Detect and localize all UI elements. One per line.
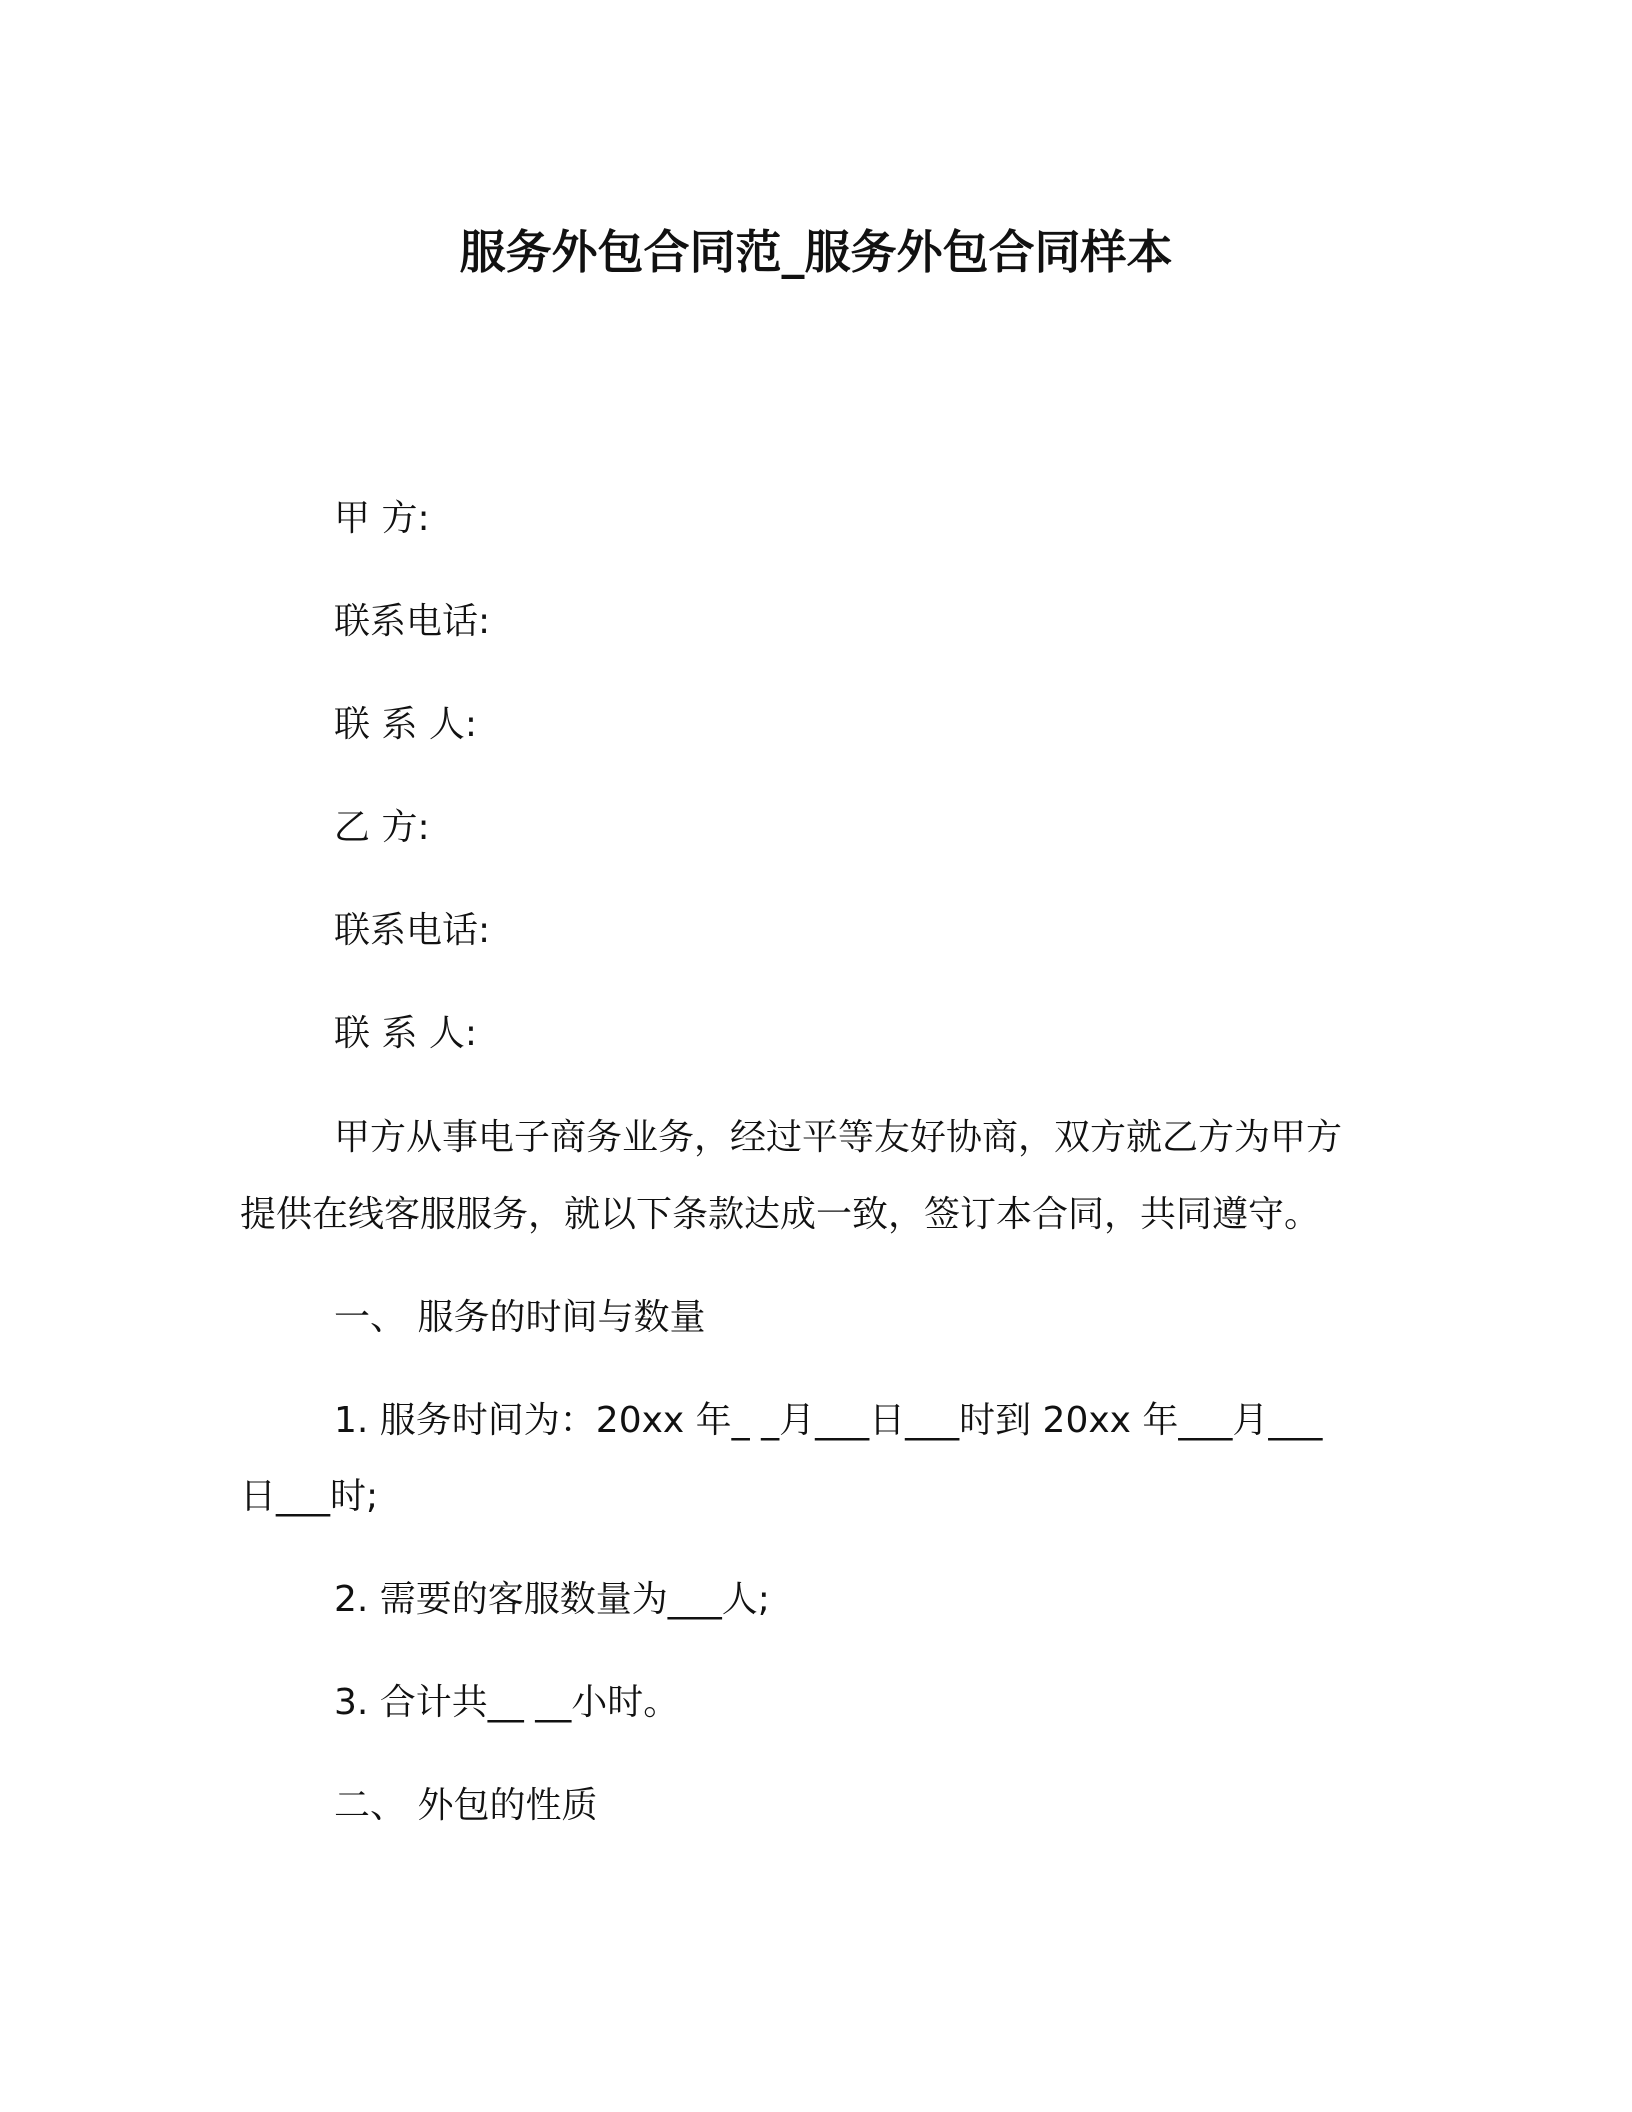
section-1-heading: 一、 服务的时间与数量	[334, 1297, 706, 1338]
party-b-contact-label: 联 系 人:	[334, 1013, 478, 1054]
section-1-item-3: 3. 合计共__ __小时。	[334, 1682, 680, 1723]
party-a-contact-label: 联 系 人:	[334, 704, 478, 745]
section-1-item-1-line-2: 日___时;	[240, 1476, 379, 1517]
party-a-phone-label: 联系电话:	[334, 601, 491, 642]
intro-paragraph-line-2: 提供在线客服服务，就以下条款达成一致，签订本合同，共同遵守。	[240, 1194, 1321, 1235]
section-1-item-1-line-1: 1. 服务时间为：20xx 年_ _月___日___时到 20xx 年___月___	[334, 1400, 1323, 1441]
party-b-phone-label: 联系电话:	[334, 910, 491, 951]
party-a-label: 甲 方:	[334, 498, 430, 539]
intro-paragraph-line-1: 甲方从事电子商务业务，经过平等友好协商，双方就乙方为甲方	[334, 1117, 1343, 1158]
section-2-heading: 二、 外包的性质	[334, 1785, 598, 1826]
party-b-label: 乙 方:	[334, 807, 430, 848]
document-title: 服务外包合同范_服务外包合同样本	[459, 225, 1173, 279]
section-1-item-2: 2. 需要的客服数量为___人;	[334, 1579, 770, 1620]
